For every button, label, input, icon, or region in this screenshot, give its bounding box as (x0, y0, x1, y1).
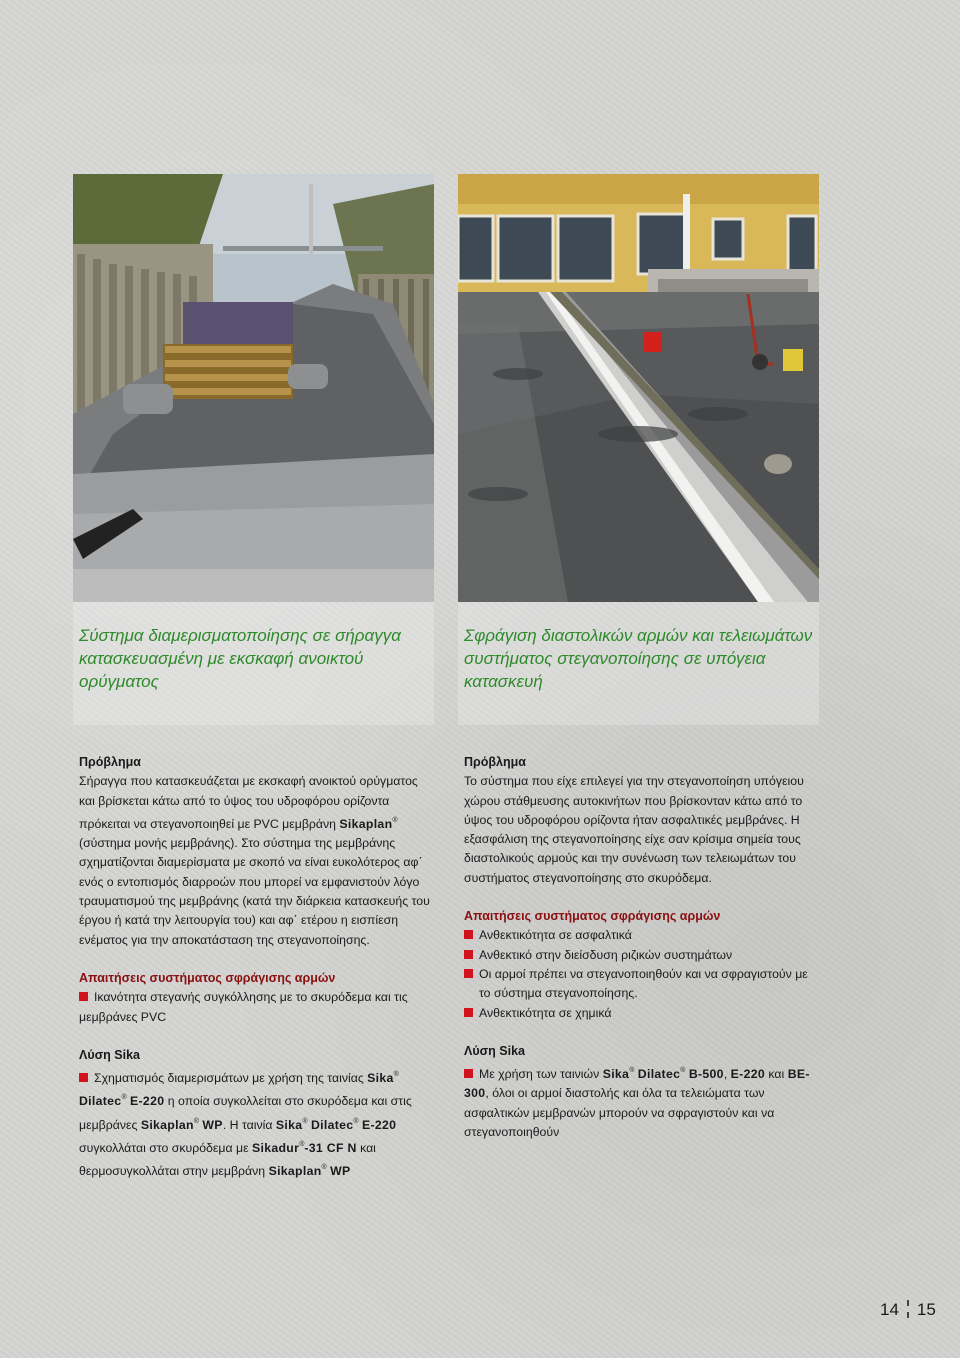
right-solution-section (464, 1042, 819, 1142)
right-solution-text (464, 1061, 819, 1142)
red-square-bullet-icon (464, 950, 473, 959)
sol-text: και (765, 1067, 788, 1082)
reg-mark: ® (193, 1117, 199, 1125)
red-square-bullet-icon (464, 1008, 473, 1017)
page-number-right: 15 (916, 1300, 936, 1319)
right-requirement-text: Ανθεκτικότητα σε χημικά (479, 1005, 612, 1020)
sol-text: , όλοι οι αρμοί διαστολής και όλα τα τελειώματα των ασφαλτικών μεμβρανών μπορούν να σφραγιστούν και να στεγανοποιηθούν (464, 1086, 775, 1140)
red-square-bullet-icon (464, 969, 473, 978)
left-solution-heading: Λύση Sika (79, 1047, 140, 1062)
right-title-band (458, 602, 819, 725)
sol-text: και θερμοσυγκολλάται στην μεμβράνη (79, 1141, 376, 1179)
right-problem-text: Το σύστημα που είχε επιλεγεί για την στεγανοποίηση υπόγειου χώρου στάθμευσης αυτοκινήτων που βρίσκονταν κάτω από το ύψος του υδροφόρου ορίζοντα ήταν ασφαλτικές μεμβράνες. Η εξασφάλιση της στεγανοποίησης είχε σαν κρίσιμα σημεία τους διαστολικούς αρμούς και την συνένωση των τελειωμάτων του συστήματος στεγανοποίησης στο σκυρόδεμα. (464, 774, 804, 885)
left-requirements-section (79, 969, 434, 1027)
sol-text: , (723, 1067, 728, 1082)
left-problem-text-part1: Σήραγγα που κατασκευάζεται με εκσκαφή ανοικτού ορύγματος και βρίσκεται κάτω από το ύψος του υδροφόρου ορίζοντα πρόκειται να στεγανοποιηθεί με PVC μεμβράνη (79, 774, 418, 831)
sol-text: Σχηματισμός διαμερισμάτων με χρήση της ταινίας (94, 1071, 368, 1086)
right-section-title: Σφράγιση διαστολικών αρμών και τελειωμάτων συστήματος στεγανοποίησης σε υπόγεια κατασκευή (464, 626, 813, 691)
brand-text: Sika (275, 1117, 303, 1132)
right-requirement-item (464, 946, 819, 965)
brand-text: E-220 (130, 1094, 165, 1109)
right-problem-heading: Πρόβλημα (464, 755, 526, 769)
brand-text: Sikaplan (268, 1164, 322, 1179)
right-requirement-item (464, 926, 819, 945)
sol-text: Με χρήση των ταινιών (479, 1067, 603, 1082)
reg-mark: ® (392, 816, 398, 824)
red-square-bullet-icon (464, 930, 473, 939)
tunnel-construction-image (73, 174, 434, 602)
brand-text: E-220 (730, 1067, 765, 1082)
right-requirement-item (464, 965, 819, 1004)
page-number-left: 14 (880, 1300, 899, 1319)
reg-mark: ® (680, 1067, 686, 1075)
brand-text: Dilatec (79, 1094, 122, 1109)
brand-text: Sikadur (251, 1141, 300, 1156)
tunnel-photo (73, 174, 434, 602)
parking-roof-photo (458, 174, 819, 602)
red-square-bullet-icon (79, 992, 88, 1001)
red-square-bullet-icon (79, 1073, 88, 1082)
left-problem-section (79, 753, 434, 950)
left-problem-text-part2: (σύστημα μονής μεμβράνης). Στο σύστημα της μεμβράνης σχηματίζονται διαμερίσματα με σκοπό να είναι ευκολότερος αφ΄ ενός ο εντοπισμός διαρροών που μπορεί να εμφανιστούν λόγο τραυματισμού της μεμβράνης (κατά την διάρκεια κατασκευής του έργου ή κατά την λειτουργία του) και αφ΄ ετέρου η εισπίεση ενέματος για την αποκατάσταση της στεγανοποίησης. (79, 836, 430, 947)
reg-mark: ® (299, 1141, 305, 1149)
right-problem-section (464, 753, 819, 888)
left-column (73, 174, 434, 1201)
right-requirements-heading: Απαιτήσεις συστήματος σφράγισης αρμών (464, 909, 721, 924)
right-requirement-text: Ανθεκτικό στην διείσδυση ριζικών συστημάτων (479, 947, 733, 962)
brand-text: Sika (602, 1067, 630, 1082)
brand-text: -31 CF N (304, 1141, 357, 1156)
reg-mark: ® (321, 1164, 327, 1172)
page-number (880, 1300, 936, 1320)
sol-text: . Η ταινία (222, 1117, 276, 1132)
brand-text: Sika (367, 1071, 394, 1086)
brand-text: BE-300 (464, 1067, 810, 1101)
brand-text: WP (330, 1164, 351, 1179)
page-separator (907, 1300, 909, 1318)
left-problem-brand: Sikaplan (339, 816, 393, 831)
right-column (458, 174, 819, 1161)
left-solution-section (79, 1046, 434, 1182)
red-square-bullet-icon (464, 1069, 473, 1078)
brand-text: WP (202, 1117, 223, 1132)
brand-text: Dilatec (637, 1067, 681, 1082)
left-problem-text (79, 772, 434, 950)
left-title-band (73, 602, 434, 725)
right-requirement-text: Ανθεκτικότητα σε ασφαλτικά (479, 928, 632, 943)
sol-text: συγκολλάται στο σκυρόδεμα με (79, 1141, 252, 1156)
right-requirement-text: Οι αρμοί πρέπει να στεγανοποιηθούν και να σφραγιστούν με το σύστημα στεγανοποίησης. (479, 966, 808, 1001)
left-section-title: Σύστημα διαμερισματοποίησης σε σήραγγα κατασκευασμένη με εκσκαφή ανοικτού ορύγματος (79, 626, 401, 691)
reg-mark: ® (393, 1071, 399, 1079)
left-problem-heading: Πρόβλημα (79, 755, 141, 769)
left-requirements-heading: Απαιτήσεις συστήματος σφράγισης αρμών (79, 970, 336, 985)
reg-mark: ® (121, 1094, 127, 1102)
reg-mark: ® (353, 1117, 359, 1125)
brand-text: B-500 (688, 1067, 724, 1082)
left-solution-text (79, 1065, 434, 1181)
right-requirement-item (464, 1004, 819, 1023)
reg-mark: ® (302, 1117, 308, 1125)
right-body (458, 725, 819, 1142)
right-requirements-section (464, 907, 819, 1023)
brand-text: E-220 (362, 1117, 397, 1132)
brand-text: Dilatec (310, 1117, 354, 1132)
left-body (73, 725, 434, 1182)
brand-text: Sikaplan (140, 1117, 194, 1132)
reg-mark: ® (629, 1067, 635, 1075)
parking-roof-image (458, 174, 819, 602)
left-requirement-text: Ικανότητα στεγανής συγκόλλησης με το σκυρόδεμα και τις μεμβράνες PVC (79, 990, 408, 1024)
left-requirement-item (79, 988, 434, 1027)
right-solution-heading: Λύση Sika (464, 1043, 525, 1058)
sol-text: η οποία συγκολλείται στο σκυρόδεμα και στις μεμβράνες (79, 1094, 412, 1132)
